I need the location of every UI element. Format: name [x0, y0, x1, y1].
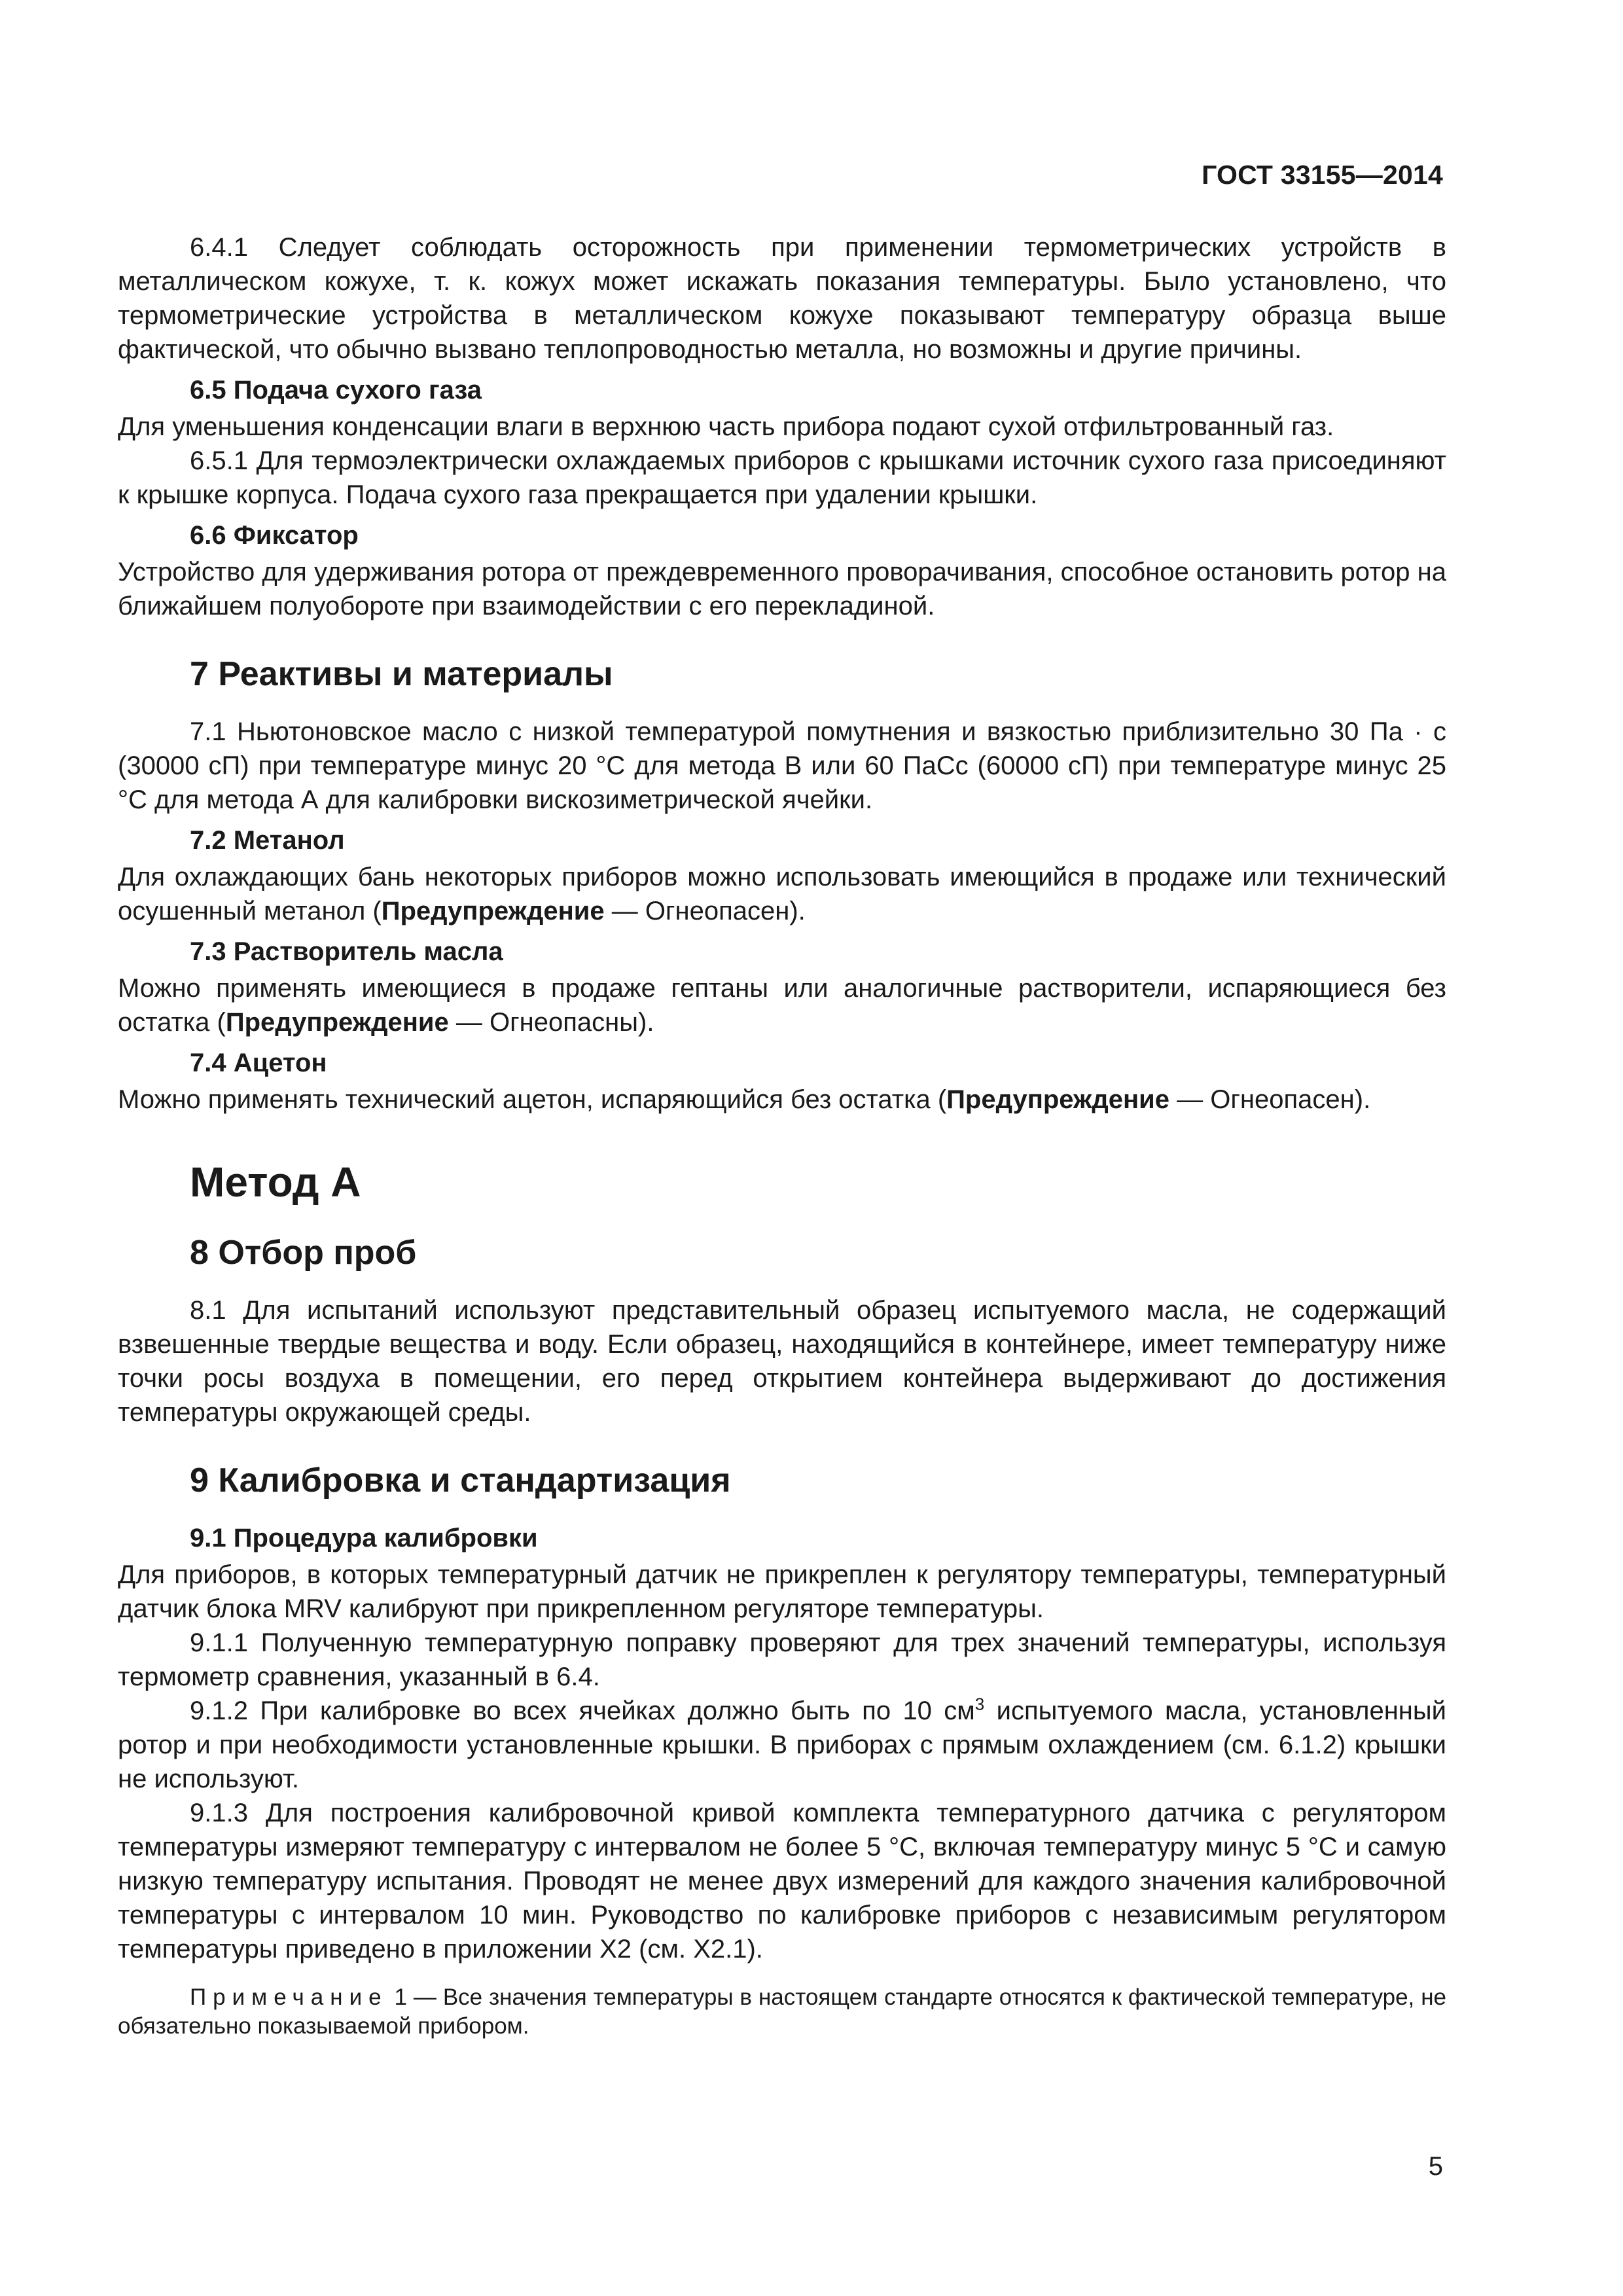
text-span: — Огнеопасен). [1169, 1085, 1371, 1114]
text-span: Можно применять технический ацетон, испаряющийся без остатка ( [118, 1085, 947, 1114]
superscript: 3 [974, 1694, 985, 1714]
paragraph-7-3 [118, 971, 1446, 1039]
text-span: 9.1.2 При калибровке во всех ячейках должно быть по 10 см [190, 1696, 975, 1725]
heading-6-6: 6.6 Фиксатор [190, 521, 359, 550]
text-span: — Огнеопасен). [604, 897, 806, 925]
heading-section-9: 9 Калибровка и стандартизация [190, 1462, 731, 1499]
paragraph-7-1: 7.1 Ньютоновское масло с низкой температурой помутнения и вязкостью приблизительно 30 Па · с (30000 сП) при температуре минус 20 °С для метода В или 60 ПаСс (60000 сП) при температуре минус 25 °С для метода А для калибровки вискозиметрической ячейки. [118, 717, 1446, 814]
text-span: Можно применять имеющиеся в продаже гептаны или аналогичные растворители, испаряющиеся без остатка ( [118, 974, 1446, 1037]
heading-7-3: 7.3 Растворитель масла [190, 937, 503, 966]
warning-label: Предупреждение [381, 897, 605, 925]
paragraph-9-1-3: 9.1.3 Для построения калибровочной кривой комплекта температурного датчика с регулятором температуры измеряют температуру с интервалом не более 5 °С, включая температуру минус 5 °С и самую низкую температуру испытания. Проводят не менее двух измерений для каждого значения калибровочной температуры с интервалом 10 мин. Руководство по калибровке приборов с независимым регулятором температуры приведено в приложении Х2 (см. Х2.1). [118, 1799, 1446, 1964]
document-body [118, 230, 1446, 2041]
paragraph-9-1-1: 9.1.1 Полученную температурную поправку проверяют для трех значений температуры, используя термометр сравнения, указанный в 6.4. [118, 1628, 1446, 1691]
warning-label: Предупреждение [225, 1008, 449, 1037]
text-span: Для охлаждающих бань некоторых приборов можно использовать имеющийся в продаже или технический осушенный метанол ( [118, 863, 1446, 925]
note-text: 1 — Все значения температуры в настоящем стандарте относятся к фактической температуре, не обязательно показываемой прибором. [118, 1984, 1446, 2039]
page-number: 5 [1428, 2152, 1443, 2181]
paragraph-6-4-1: 6.4.1 Следует соблюдать осторожность при применении термометрических устройств в металлическом кожухе, т. к. кожух может искажать показания температуры. Было установлено, что термометрические устройства в металлическом кожухе показывают температуру образца выше фактической, что обычно вызвано теплопроводностью металла, но возможны и другие причины. [118, 233, 1446, 364]
paragraph-6-5: Для уменьшения конденсации влаги в верхнюю часть прибора подают сухой отфильтрованный газ. [118, 412, 1334, 441]
text-span: испытуемого масла, установленный ротор и при необходимости установленные крышки. В приборах с прямым охлаждением (см. 6.1.2) крышки не используют. [118, 1696, 1446, 1793]
paragraph-9-1: Для приборов, в которых температурный датчик не прикреплен к регулятору температуры, температурный датчик блока MRV калибруют при прикрепленном регуляторе температуры. [118, 1560, 1446, 1623]
heading-section-7: 7 Реактивы и материалы [190, 655, 613, 693]
heading-7-2: 7.2 Метанол [190, 826, 345, 855]
document-header: ГОСТ 33155—2014 [1202, 160, 1443, 190]
heading-9-1: 9.1 Процедура калибровки [190, 1524, 538, 1552]
heading-7-4: 7.4 Ацетон [190, 1049, 327, 1077]
note-1 [118, 1983, 1446, 2041]
paragraph-6-6: Устройство для удерживания ротора от преждевременного проворачивания, способное остановить ротор на ближайшем полуобороте при взаимодействии с его перекладиной. [118, 558, 1446, 620]
text-span: — Огнеопасны). [448, 1008, 654, 1037]
paragraph-7-4 [118, 1083, 1446, 1117]
heading-section-8: 8 Отбор проб [190, 1234, 417, 1272]
paragraph-9-1-2 [118, 1694, 1446, 1796]
note-label: Примечание [190, 1984, 388, 2010]
paragraph-8-1: 8.1 Для испытаний используют представительный образец испытуемого масла, не содержащий взвешенные твердые вещества и воду. Если образец, находящийся в контейнере, имеет температуру ниже точки росы воздуха в помещении, его перед открытием контейнера выдерживают до достижения температуры окружающей среды. [118, 1296, 1446, 1427]
heading-method-a: Метод А [190, 1158, 361, 1206]
heading-6-5: 6.5 Подача сухого газа [190, 376, 482, 404]
paragraph-7-2 [118, 860, 1446, 928]
paragraph-6-5-1: 6.5.1 Для термоэлектрически охлаждаемых приборов с крышками источник сухого газа присоединяют к крышке корпуса. Подача сухого газа прекращается при удалении крышки. [118, 446, 1446, 509]
warning-label: Предупреждение [946, 1085, 1169, 1114]
